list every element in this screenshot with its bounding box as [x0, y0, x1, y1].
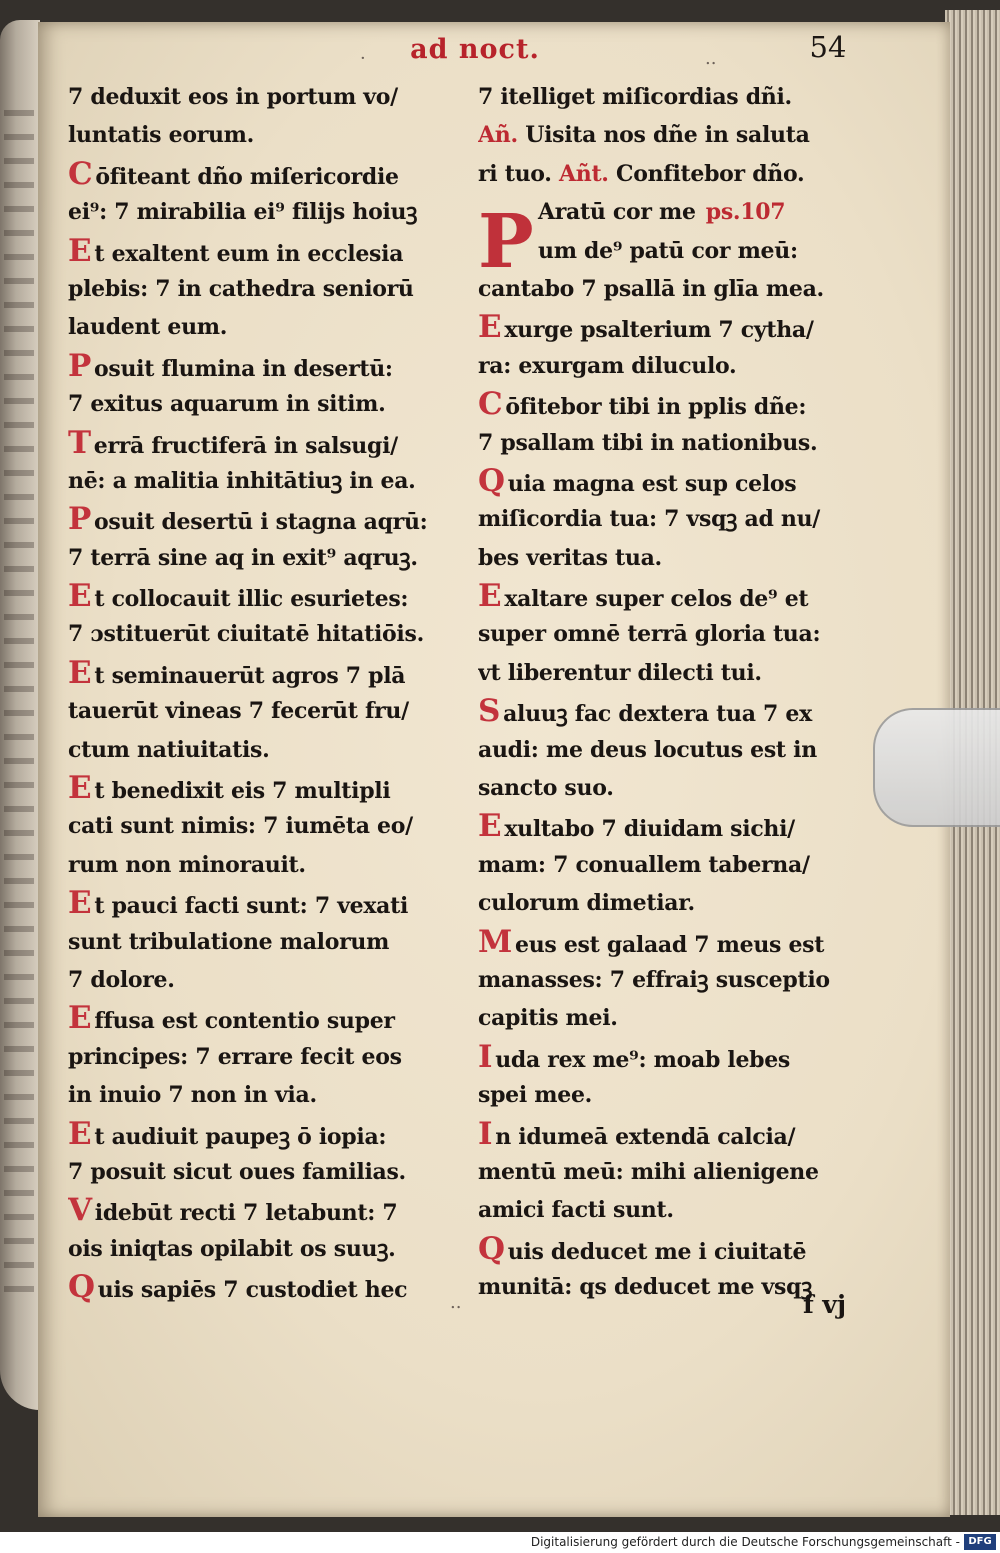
line-text: nē: a malitia inhitātiuꝫ in ea. — [68, 467, 416, 494]
line-text: laudent eum. — [68, 314, 228, 341]
line-text: 7 dolore. — [68, 966, 175, 993]
rubricated-initial: Q — [478, 1230, 505, 1267]
decorative-dot: .. — [450, 1292, 462, 1313]
text-line — [68, 78, 440, 116]
rubricated-initial: I — [478, 1115, 493, 1152]
line-text: xultabo 7 diuidam sichi/ — [504, 816, 795, 843]
line-text: miſicordia tua: 7 vsqꝫ ad nu/ — [478, 506, 821, 533]
text-line — [68, 385, 440, 423]
line-text: xurge psalterium 7 cytha/ — [504, 317, 814, 344]
line-text: capitis mei. — [478, 1005, 618, 1032]
rubricated-initial: E — [68, 578, 92, 615]
line-text: uia magna est sup celos — [507, 470, 797, 497]
text-line — [68, 1230, 440, 1268]
text-line — [478, 692, 863, 730]
text-line — [68, 1076, 440, 1114]
line-text: xaltare super celos de⁹ et — [504, 586, 809, 613]
decorative-dot: .. — [705, 48, 717, 69]
running-head: ad noct. — [410, 34, 540, 65]
text-line — [478, 1115, 863, 1153]
rubricated-initial: V — [68, 1192, 92, 1229]
text-line — [68, 577, 440, 615]
line-text: ei⁹: 7 mirabilia ei⁹ filijs hoiuꝫ — [68, 199, 418, 226]
text-line — [68, 615, 440, 653]
rubric-antiphon: Añt. — [558, 160, 609, 187]
line-text: t collocauit illic esurietes: — [94, 586, 409, 613]
line-text: um de⁹ patū cor meū: — [538, 237, 798, 264]
rubricated-initial: E — [478, 808, 502, 845]
line-text: uis deducet me i ciuitatē — [507, 1238, 807, 1265]
text-line — [68, 347, 440, 385]
folio-number: 54 — [809, 30, 847, 64]
line-text: idebūt recti 7 letabunt: 7 — [94, 1200, 398, 1227]
line-text: osuit desertū i stagna aqrū: — [94, 509, 428, 536]
text-line — [68, 923, 440, 961]
rubricated-initial: T — [68, 424, 91, 461]
line-text: tauerūt vineas 7 fecerūt fru/ — [68, 698, 409, 725]
text-line — [68, 1268, 440, 1306]
line-text: mentū meū: mihi alienigene — [478, 1158, 819, 1185]
text-line — [68, 769, 440, 807]
text-line — [68, 999, 440, 1037]
rubricated-initial: M — [478, 923, 513, 960]
text-line — [478, 1191, 863, 1229]
decorated-initial: P — [478, 199, 534, 285]
text-line — [478, 193, 863, 231]
rubricated-initial: Q — [478, 462, 505, 499]
text-line — [68, 884, 440, 922]
text-line — [478, 961, 863, 999]
rubric-antiphon: Añ. — [478, 122, 518, 149]
line-text: ctum natiuitatis. — [68, 736, 270, 763]
line-text: ffusa est contentio super — [94, 1008, 395, 1035]
line-text: ōfiteant dño miſericordie — [95, 163, 399, 190]
line-text: plebis: 7 in cathedra seniorū — [68, 275, 414, 302]
rubricated-initial: Q — [68, 1269, 95, 1306]
text-line — [478, 999, 863, 1037]
line-text: mam: 7 conuallem taberna/ — [478, 851, 810, 878]
line-text: ōfitebor tibi in pplis dñe: — [505, 394, 807, 421]
psalm-reference: ps.107 — [705, 199, 786, 226]
decorative-dot: · — [360, 48, 366, 69]
line-text: 7 deduxit eos in portum vo/ — [68, 84, 398, 110]
text-line — [478, 308, 863, 346]
text-line — [68, 539, 440, 577]
text-line — [478, 462, 863, 500]
line-text: audi: me deus locutus est in — [478, 736, 817, 763]
line-text: t seminauerūt agros 7 plā — [94, 662, 406, 689]
line-text: Aratū cor me — [538, 199, 696, 226]
text-line — [478, 347, 863, 385]
text-line — [68, 232, 440, 270]
rubricated-initial: C — [478, 386, 503, 423]
rubricated-initial: E — [68, 1115, 92, 1152]
text-line — [68, 155, 440, 193]
facing-page-edge — [0, 20, 40, 1410]
text-line — [478, 731, 863, 769]
page-clip — [873, 708, 1000, 827]
text-line: Añ. Uisita nos dñe in saluta — [478, 122, 810, 149]
line-text: 7 posuit sicut oues familias. — [68, 1158, 406, 1185]
text-line — [478, 539, 863, 577]
text-line — [68, 116, 440, 154]
text-line — [68, 807, 440, 845]
line-text: ois iniqtas opilabit os suuꝫ. — [68, 1235, 396, 1262]
text-line — [68, 193, 440, 231]
line-text: ra: exurgam diluculo. — [478, 352, 737, 379]
text-line — [68, 270, 440, 308]
text-line — [68, 462, 440, 500]
text-line — [478, 1153, 863, 1191]
line-text: manasses: 7 effraiꝫ susceptio — [478, 966, 830, 993]
text-line: ri tuo. Añt. Confitebor dño. — [478, 160, 805, 187]
rubricated-initial: E — [478, 309, 502, 346]
line-text: super omnē terrā gloria tua: — [478, 621, 821, 648]
line-text: n idumeā extendā calcia/ — [495, 1123, 796, 1150]
text-line — [478, 884, 863, 922]
text-line — [68, 1191, 440, 1229]
line-text: munitā: qs deducet me vsqꝫ — [478, 1274, 813, 1301]
text-line — [478, 270, 863, 308]
text-line — [478, 1230, 863, 1268]
line-text: t pauci facti sunt: 7 vexati — [94, 893, 409, 920]
text-line — [68, 1038, 440, 1076]
line-text: t benedixit eis 7 multipli — [94, 778, 391, 805]
line-text: in inuio 7 non in via. — [68, 1082, 317, 1109]
line-text: osuit flumina in desertū: — [94, 355, 393, 382]
text-line — [68, 424, 440, 462]
footer-bar — [0, 1532, 1000, 1553]
text-line — [478, 807, 863, 845]
text-line — [478, 385, 863, 423]
line-text: 7 exitus aquarum in sitim. — [68, 391, 386, 418]
text-line — [478, 500, 863, 538]
rubricated-initial: E — [68, 1000, 92, 1037]
rubricated-initial: E — [68, 232, 92, 269]
text-line — [478, 769, 863, 807]
funding-credit: Digitalisierung gefördert durch die Deutsche Forschungsgemeinschaft - — [530, 1535, 960, 1549]
dfg-logo: DFG — [964, 1534, 996, 1550]
line-text: vt liberentur dilecti tui. — [478, 659, 762, 686]
rubricated-initial: E — [68, 885, 92, 922]
rubricated-initial: E — [68, 654, 92, 691]
line-text: 7 ɔstituerūt ciuitatē hitatiōis. — [68, 621, 424, 648]
text-column-right — [478, 78, 863, 1307]
text-column-left — [68, 78, 440, 1307]
line-text: bes veritas tua. — [478, 544, 662, 571]
line-text: 7 terrā sine aq in exit⁹ aqruꝫ. — [68, 544, 418, 571]
text-line — [68, 731, 440, 769]
text-line — [478, 654, 863, 692]
line-text: errā fructiferā in salsugi/ — [93, 432, 398, 459]
rubricated-initial: E — [68, 770, 92, 807]
line-text: t exaltent eum in ecclesia — [94, 240, 404, 267]
text-line — [68, 308, 440, 346]
rubricated-initial: P — [68, 501, 92, 538]
text-line: 7 itelliget miſicordias dñi. — [478, 84, 792, 110]
text-line — [478, 577, 863, 615]
text-line — [478, 1038, 863, 1076]
quire-signature: f vj — [802, 1290, 846, 1319]
text-line — [68, 846, 440, 884]
text-line — [478, 615, 863, 653]
text-line — [478, 424, 863, 462]
psalm-body — [478, 193, 863, 1306]
line-text: cati sunt nimis: 7 iumēta eo/ — [68, 813, 413, 840]
line-text: cantabo 7 psallā in glīa mea. — [478, 275, 824, 302]
text-line — [478, 923, 863, 961]
line-text: principes: 7 errare fecit eos — [68, 1043, 402, 1070]
facing-page-text-trace — [4, 110, 34, 1310]
line-text: uis sapiēs 7 custodiet hec — [97, 1277, 408, 1304]
line-text: aluuꝫ fac dextera tua 7 ex — [503, 701, 812, 728]
line-text: amici facti sunt. — [478, 1197, 674, 1224]
line-text: t audiuit paupeꝫ ō iopia: — [94, 1123, 387, 1150]
text-line — [68, 1115, 440, 1153]
rubricated-initial: S — [478, 693, 501, 730]
text-line — [478, 846, 863, 884]
line-text: uda rex me⁹: moab lebes — [495, 1046, 791, 1073]
line-text: 7 psallam tibi in nationibus. — [478, 429, 818, 456]
text-line — [68, 961, 440, 999]
text-line — [68, 692, 440, 730]
line-text: spei mee. — [478, 1082, 593, 1109]
text-line — [68, 500, 440, 538]
line-text: sancto suo. — [478, 775, 614, 802]
rubricated-initial: E — [478, 578, 502, 615]
text-line — [68, 654, 440, 692]
text-line — [478, 232, 863, 270]
line-text: rum non minorauit. — [68, 851, 306, 878]
rubricated-initial: C — [68, 155, 93, 192]
text-line — [478, 1076, 863, 1114]
line-text: sunt tribulatione malorum — [68, 928, 390, 955]
line-text: culorum dimetiar. — [478, 890, 695, 917]
rubricated-initial: P — [68, 347, 92, 384]
line-text: eus est galaad 7 meus est — [515, 931, 825, 958]
text-line — [68, 1153, 440, 1191]
line-text: luntatis eorum. — [68, 122, 255, 149]
rubricated-initial: I — [478, 1038, 493, 1075]
